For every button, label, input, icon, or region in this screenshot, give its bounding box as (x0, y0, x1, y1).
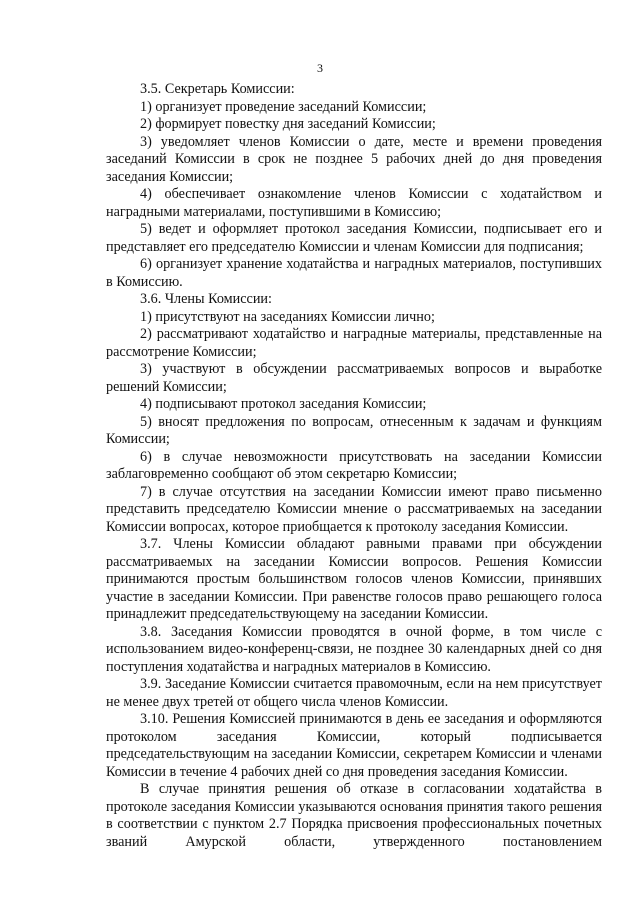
paragraph: 3.7. Члены Комиссии обладают равными правами при обсуждении рассматриваемых на заседании Комиссии вопросов. Решения Комиссии принимаются простым большинством голосов членов Комиссии, принявших участие в заседании Комиссии. При равенстве голосов право решающего голоса принадлежит председательствующему на заседании Комиссии. (106, 536, 602, 622)
section-heading: 3.5. Секретарь Комиссии: (140, 81, 295, 97)
section-heading: 3.6. Члены Комиссии: (140, 291, 272, 307)
list-item: 3) уведомляет членов Комиссии о дате, месте и времени проведения заседаний Комиссии в срок не позднее 5 рабочих дней до дня проведения заседания Комиссии; (106, 133, 602, 185)
paragraph: 3.8. Заседания Комиссии проводятся в очной форме, в том числе с использованием видео-конференц-связи, не позднее 30 календарных дней со дня поступления ходатайства и наградных материалов в Комиссию. (106, 623, 602, 675)
document-body (106, 81, 602, 851)
paragraph: 3.9. Заседание Комиссии считается правомочным, если на нем присутствует не менее двух третей от общего числа членов Комиссии. (106, 676, 602, 710)
paragraph: В случае принятия решения об отказе в согласовании ходатайства в протоколе заседания Комиссии указываются основания принятия такого решения в соответствии с пунктом 2.7 Порядка присвоения профессиональных почетных званий Амурской области, утвержденного постановлением (106, 781, 602, 850)
paragraph: 3.10. Решения Комиссией принимаются в день ее заседания и оформляются протоколом заседания Комиссии, который подписывается председательствующим на заседании Комиссии, секретарем Комиссии и членами Комиссии в течение 4 рабочих дней со дня проведения заседания Комиссии. (106, 711, 602, 780)
page-number: 3 (317, 61, 323, 75)
list-item: 7) в случае отсутствия на заседании Комиссии имеют право письменно представить председателю Комиссии мнение о рассматриваемых на заседании Комиссии вопросах, которое приобщается к протоколу заседания Комиссии. (106, 483, 602, 535)
list-item: 4) обеспечивает ознакомление членов Комиссии с ходатайством и наградными материалами, поступившими в Комиссию; (106, 186, 602, 220)
list-item: 2) формирует повестку дня заседаний Комиссии; (140, 116, 436, 132)
list-item: 1) организует проведение заседаний Комиссии; (140, 98, 427, 115)
list-item: 6) организует хранение ходатайства и наградных материалов, поступивших в Комиссию. (106, 256, 602, 290)
list-item: 1) присутствуют на заседаниях Комиссии лично; (140, 308, 435, 325)
list-item: 5) ведет и оформляет протокол заседания Комиссии, подписывает его и представляет его председателю Комиссии и членам Комиссии для подписания; (106, 221, 602, 255)
list-item: 6) в случае невозможности присутствовать на заседании Комиссии заблаговременно сообщают об этом секретарю Комиссии; (106, 448, 602, 482)
list-item: 2) рассматривают ходатайство и наградные материалы, представленные на рассмотрение Комиссии; (106, 326, 602, 360)
list-item: 5) вносят предложения по вопросам, отнесенным к задачам и функциям Комиссии; (106, 413, 602, 447)
list-item: 3) участвуют в обсуждении рассматриваемых вопросов и выработке решений Комиссии; (106, 361, 602, 395)
list-item: 4) подписывают протокол заседания Комиссии; (140, 396, 427, 412)
